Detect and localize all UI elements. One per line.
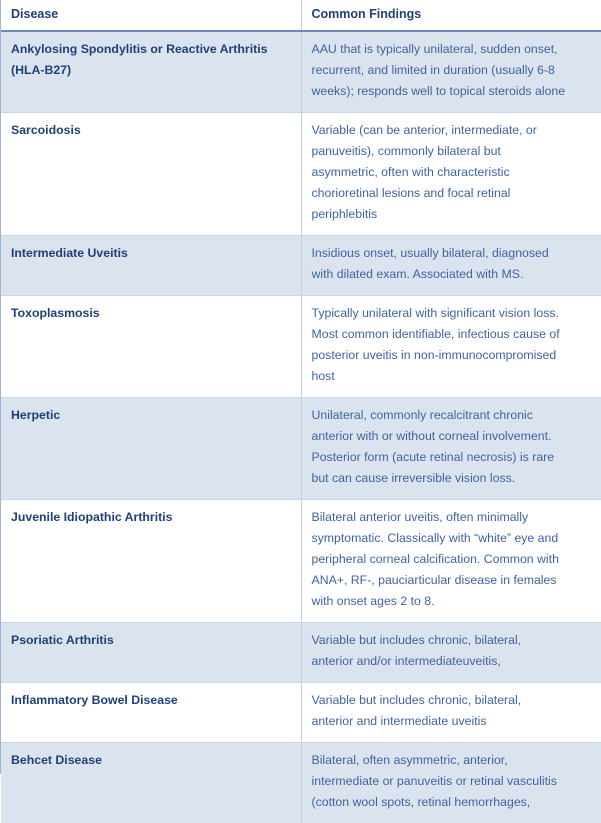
cell-disease — [1, 683, 301, 743]
cell-common-findings — [301, 236, 601, 296]
cell-disease — [1, 398, 301, 500]
disease-line: Toxoplasmosis — [11, 303, 291, 324]
cell-common-findings — [301, 398, 601, 500]
table-row — [1, 743, 601, 823]
findings-line: with dilated exam. Associated with MS. — [312, 264, 592, 285]
table-row — [1, 500, 601, 623]
cell-common-findings — [301, 743, 601, 823]
table-row — [1, 113, 601, 236]
column-header-disease: Disease — [1, 0, 301, 31]
cell-disease — [1, 500, 301, 623]
cell-common-findings — [301, 623, 601, 683]
findings-line: with onset ages 2 to 8. — [312, 591, 592, 612]
column-header-common-findings: Common Findings — [301, 0, 601, 31]
disease-findings-table — [1, 0, 601, 823]
findings-line: anterior with or without corneal involvement. — [312, 426, 592, 447]
table-header — [1, 0, 601, 31]
findings-line: AAU that is typically unilateral, sudden onset, — [312, 39, 592, 60]
disease-line: Sarcoidosis — [11, 120, 291, 141]
findings-line: Variable but includes chronic, bilateral, — [312, 690, 592, 711]
findings-line: posterior uveitis in non-immunocompromised — [312, 345, 592, 366]
findings-line: chorioretinal lesions and focal retinal — [312, 183, 592, 204]
findings-line: Bilateral anterior uveitis, often minimally — [312, 507, 592, 528]
findings-line: symptomatic. Classically with “white” eye and — [312, 528, 592, 549]
disease-line: Inflammatory Bowel Disease — [11, 690, 291, 711]
cell-common-findings — [301, 113, 601, 236]
findings-line: Typically unilateral with significant vision loss. — [312, 303, 592, 324]
findings-line: panuveitis), commonly bilateral but — [312, 141, 592, 162]
table-row — [1, 236, 601, 296]
disease-line: (HLA-B27) — [11, 60, 291, 81]
findings-line: periphlebitis — [312, 204, 592, 225]
cell-disease — [1, 236, 301, 296]
findings-line: ANA+, RF-, pauciarticular disease in females — [312, 570, 592, 591]
cell-common-findings — [301, 500, 601, 623]
findings-line: Variable (can be anterior, intermediate, or — [312, 120, 592, 141]
findings-line: recurrent, and limited in duration (usually 6-8 — [312, 60, 592, 81]
cell-disease — [1, 623, 301, 683]
findings-line: host — [312, 366, 592, 387]
findings-line: Posterior form (acute retinal necrosis) is rare — [312, 447, 592, 468]
findings-line: peripheral corneal calcification. Common with — [312, 549, 592, 570]
disease-line: Intermediate Uveitis — [11, 243, 291, 264]
findings-line: but can cause irreversible vision loss. — [312, 468, 592, 489]
cell-disease — [1, 113, 301, 236]
table-row — [1, 683, 601, 743]
findings-line: anterior and intermediate uveitis — [312, 711, 592, 732]
findings-line: weeks); responds well to topical steroids alone — [312, 81, 592, 102]
disease-line: Behcet Disease — [11, 750, 291, 771]
cell-disease — [1, 31, 301, 113]
findings-line: Bilateral, often asymmetric, anterior, — [312, 750, 592, 771]
table-row — [1, 31, 601, 113]
findings-line: Variable but includes chronic, bilateral, — [312, 630, 592, 651]
disease-line: Juvenile Idiopathic Arthritis — [11, 507, 291, 528]
cell-common-findings — [301, 683, 601, 743]
disease-line: Ankylosing Spondylitis or Reactive Arthritis — [11, 39, 291, 60]
cell-common-findings — [301, 31, 601, 113]
findings-line: Most common identifiable, infectious cause of — [312, 324, 592, 345]
disease-line: Herpetic — [11, 405, 291, 426]
findings-line: intermediate or panuveitis or retinal vasculitis — [312, 771, 592, 792]
disease-line: Psoriatic Arthritis — [11, 630, 291, 651]
findings-line: anterior and/or intermediateuveitis, — [312, 651, 592, 672]
findings-line: Insidious onset, usually bilateral, diagnosed — [312, 243, 592, 264]
cell-disease — [1, 743, 301, 823]
findings-line: (cotton wool spots, retinal hemorrhages, — [312, 792, 592, 813]
table-row — [1, 296, 601, 398]
findings-line: Unilateral, commonly recalcitrant chronic — [312, 405, 592, 426]
findings-line: asymmetric, often with characteristic — [312, 162, 592, 183]
cell-common-findings — [301, 296, 601, 398]
table-body — [1, 31, 601, 823]
table-row — [1, 398, 601, 500]
cell-disease — [1, 296, 301, 398]
table-row — [1, 623, 601, 683]
table-header-row — [1, 0, 601, 31]
